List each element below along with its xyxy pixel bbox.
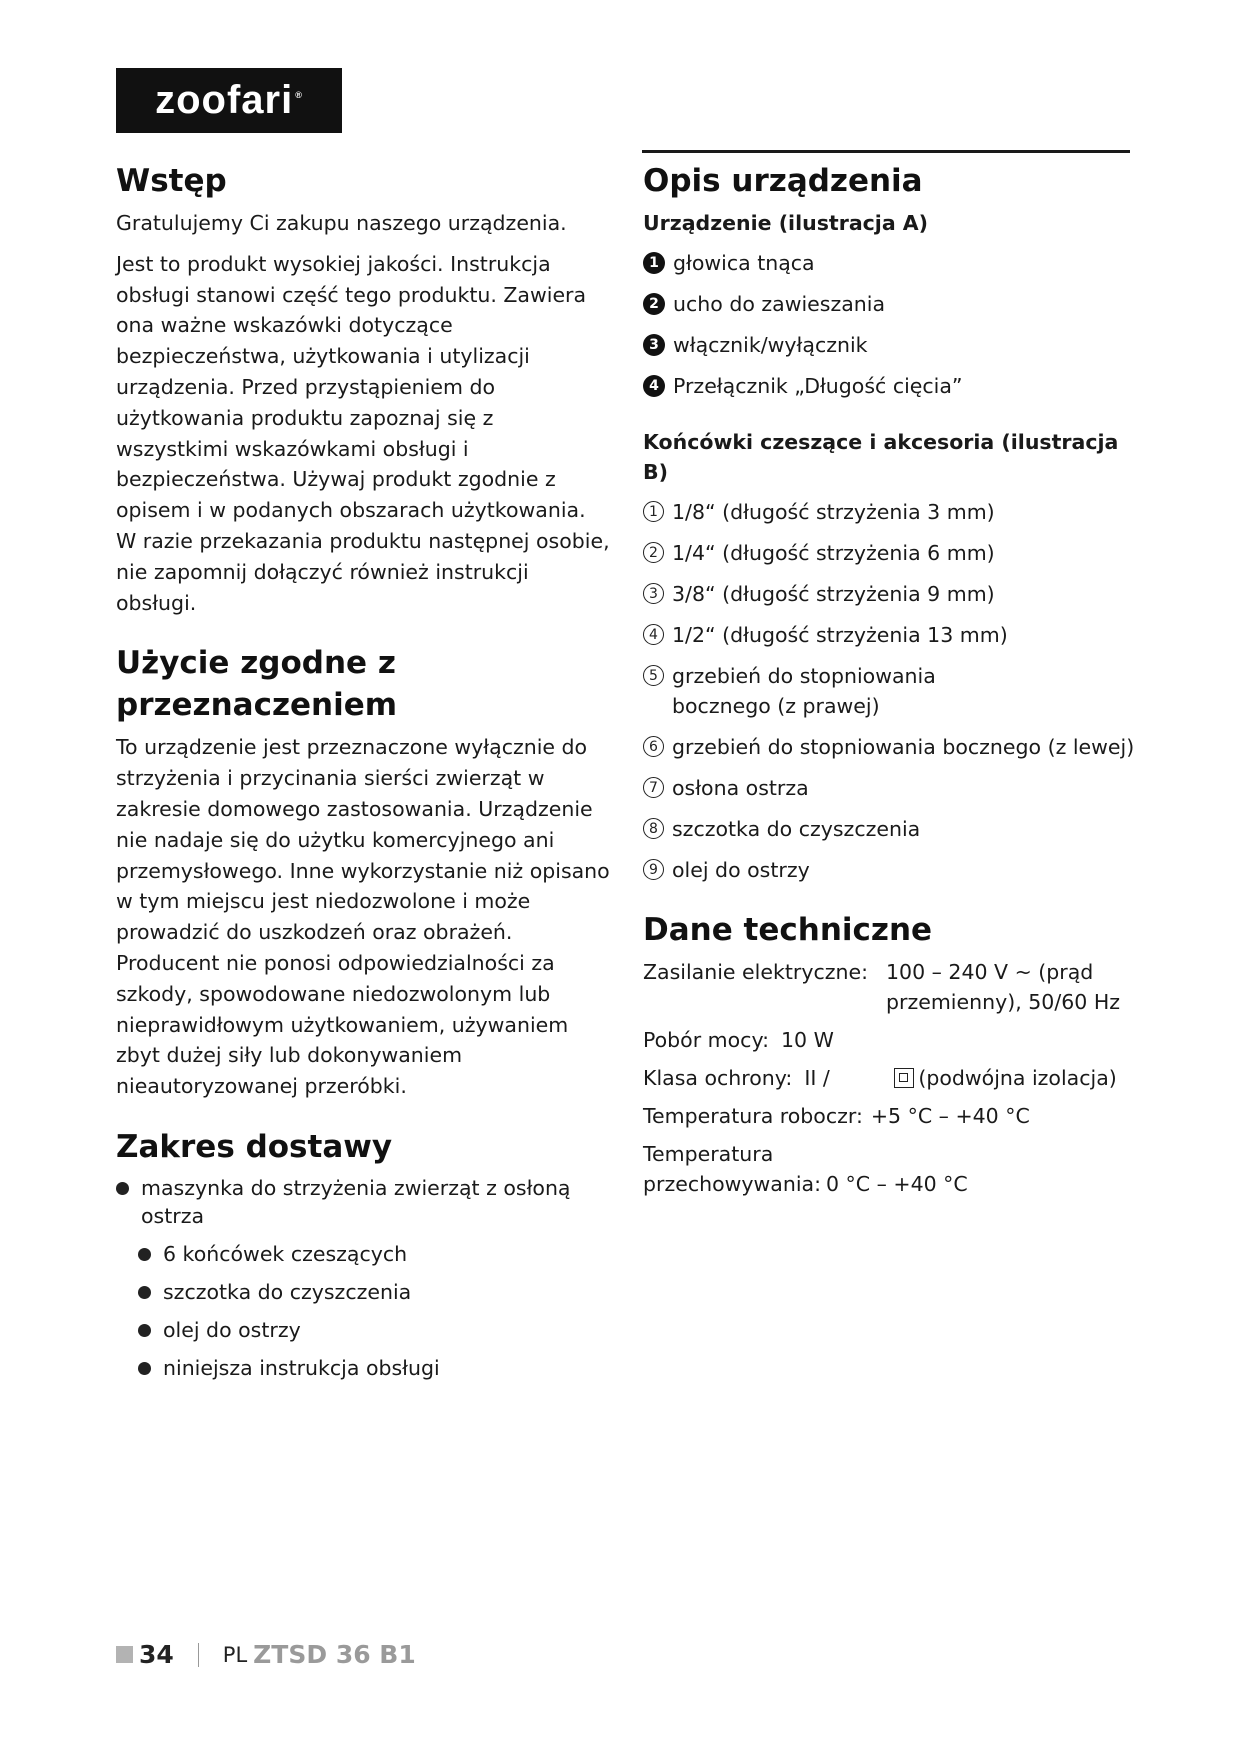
number-circle-icon: 3 — [643, 583, 664, 604]
logo-text: zoofari — [155, 78, 294, 122]
number-circle-icon: 5 — [643, 665, 664, 686]
number-badge-icon: 2 — [643, 293, 665, 315]
protection-class-row: Klasa ochrony: II / (podwójna izolacja) — [643, 1066, 1117, 1090]
list-item: 7 osłona ostrza — [643, 773, 1143, 803]
registered-mark: ® — [295, 89, 303, 100]
list-item: 2 ucho do zawieszania — [643, 289, 1143, 319]
footer-language: PL — [222, 1642, 248, 1667]
operating-temperature-row: Temperatura roboczr: +5 °C – +40 °C — [643, 1104, 1030, 1128]
technical-data-section — [643, 909, 1143, 1199]
intro-heading: Wstęp — [116, 163, 227, 199]
list-item: 1 głowica tnąca — [643, 248, 1143, 278]
device-description-heading: Opis urządzenia — [643, 163, 923, 199]
number-circle-icon: 6 — [643, 736, 664, 757]
bullet-icon — [138, 1248, 151, 1261]
power-supply-row: Zasilanie elektryczne: 100 – 240 V ~ (prąd przemienny), 50/60 Hz — [643, 960, 1121, 1014]
power-consumption-row: Pobór mocy: 10 W — [643, 1028, 834, 1052]
number-badge-icon: 3 — [643, 334, 665, 356]
delivery-scope-list — [116, 1174, 611, 1382]
list-item: 5 grzebień do stopniowania bocznego (z prawej) — [643, 661, 1143, 721]
number-circle-icon: 8 — [643, 818, 664, 839]
list-item: 4 Przełącznik „Długość cięcia” — [643, 371, 1143, 401]
number-badge-icon: 4 — [643, 375, 665, 397]
list-item: szczotka do czyszczenia — [116, 1278, 611, 1306]
number-circle-icon: 9 — [643, 859, 664, 880]
illustration-a-subheading: Urządzenie (ilustracja A) — [643, 211, 929, 235]
footer-divider — [198, 1643, 199, 1667]
list-item: 2 1/4“ (długość strzyżenia 6 mm) — [643, 538, 1143, 568]
intro-paragraph-2: Jest to produkt wysokiej jakości. Instrukcja obsługi stanowi część tego produktu. Zawiera ona ważne wskazówki dotyczące bezpieczeństwa, użytkowania i utylizacji urządzenia. Przed przystąpieniem do użytkowania produktu zapoznaj się z wszystkimi wskazówkami obsługi i bezpieczeństwa. Używaj produkt zgodnie z opisem i w podanych obszarach użytkowania. W razie przekazania produktu następnej osobie, nie zapomnij dołączyć również instrukcji obsługi. — [116, 251, 610, 615]
left-column — [116, 160, 611, 1392]
intro-section — [116, 160, 611, 618]
right-column — [643, 160, 1143, 1207]
device-description-section — [643, 160, 1143, 885]
list-item: 1 1/8“ (długość strzyżenia 3 mm) — [643, 497, 1143, 527]
illustration-b-subheading: Końcówki czeszące i akcesoria (ilustracja B) — [643, 430, 1119, 484]
illustration-b-list — [643, 497, 1143, 885]
intended-use-section — [116, 642, 611, 1102]
bullet-icon — [116, 1182, 129, 1195]
delivery-scope-section — [116, 1126, 611, 1382]
list-item: maszynka do strzyżenia zwierząt z osłoną ostrza — [116, 1174, 611, 1230]
footer-square-icon — [116, 1646, 133, 1663]
header-rule — [642, 150, 1130, 153]
list-item: 3 3/8“ (długość strzyżenia 9 mm) — [643, 579, 1143, 609]
list-item: 4 1/2“ (długość strzyżenia 13 mm) — [643, 620, 1143, 650]
list-item: 9 olej do ostrzy — [643, 855, 1143, 885]
list-item: 3 włącznik/wyłącznik — [643, 330, 1143, 360]
bullet-icon — [138, 1324, 151, 1337]
number-circle-icon: 4 — [643, 624, 664, 645]
bullet-icon — [138, 1362, 151, 1375]
delivery-scope-heading: Zakres dostawy — [116, 1128, 393, 1165]
bullet-icon — [138, 1286, 151, 1299]
page-number: 34 — [139, 1640, 174, 1669]
number-circle-icon: 7 — [643, 777, 664, 798]
technical-data-heading: Dane techniczne — [643, 912, 933, 948]
list-item: olej do ostrzy — [116, 1316, 611, 1344]
zoofari-logo — [116, 68, 342, 133]
intended-use-heading: Użycie zgodne z przeznaczeniem — [116, 645, 398, 724]
number-circle-icon: 1 — [643, 501, 664, 522]
illustration-a-list — [643, 248, 1143, 401]
intended-use-paragraph: To urządzenie jest przeznaczone wyłącznie do strzyżenia i przycinania sierści zwierząt w zakresie domowego zastosowania. Urządzenie nie nadaje się do użytku komercyjnego ani przemysłowego. Inne wykorzystanie niż opisano w tym miejscu jest niedozwolone i może prowadzić do uszkodzeń oraz obrażeń. Producent nie ponosi odpowiedzialności za szkody, spowodowane niedozwolonym lub nieprawidłowym użytkowaniem, używaniem zbyt dużej siły lub dokonywaniem nieautoryzowanej przeróbki. — [116, 735, 610, 1099]
double-insulation-icon — [894, 1068, 914, 1088]
page-footer — [116, 1640, 416, 1669]
footer-model: ZTSD 36 B1 — [253, 1640, 416, 1669]
number-badge-icon: 1 — [643, 252, 665, 274]
intro-paragraph-1: Gratulujemy Ci zakupu naszego urządzenia. — [116, 211, 567, 235]
list-item: niniejsza instrukcja obsługi — [116, 1354, 611, 1382]
list-item: 8 szczotka do czyszczenia — [643, 814, 1143, 844]
storage-temperature-row: Temperatura przechowywania: 0 °C – +40 °C — [643, 1142, 968, 1196]
list-item: 6 grzebień do stopniowania bocznego (z lewej) — [643, 732, 1143, 762]
number-circle-icon: 2 — [643, 542, 664, 563]
list-item: 6 końcówek czeszących — [116, 1240, 611, 1268]
